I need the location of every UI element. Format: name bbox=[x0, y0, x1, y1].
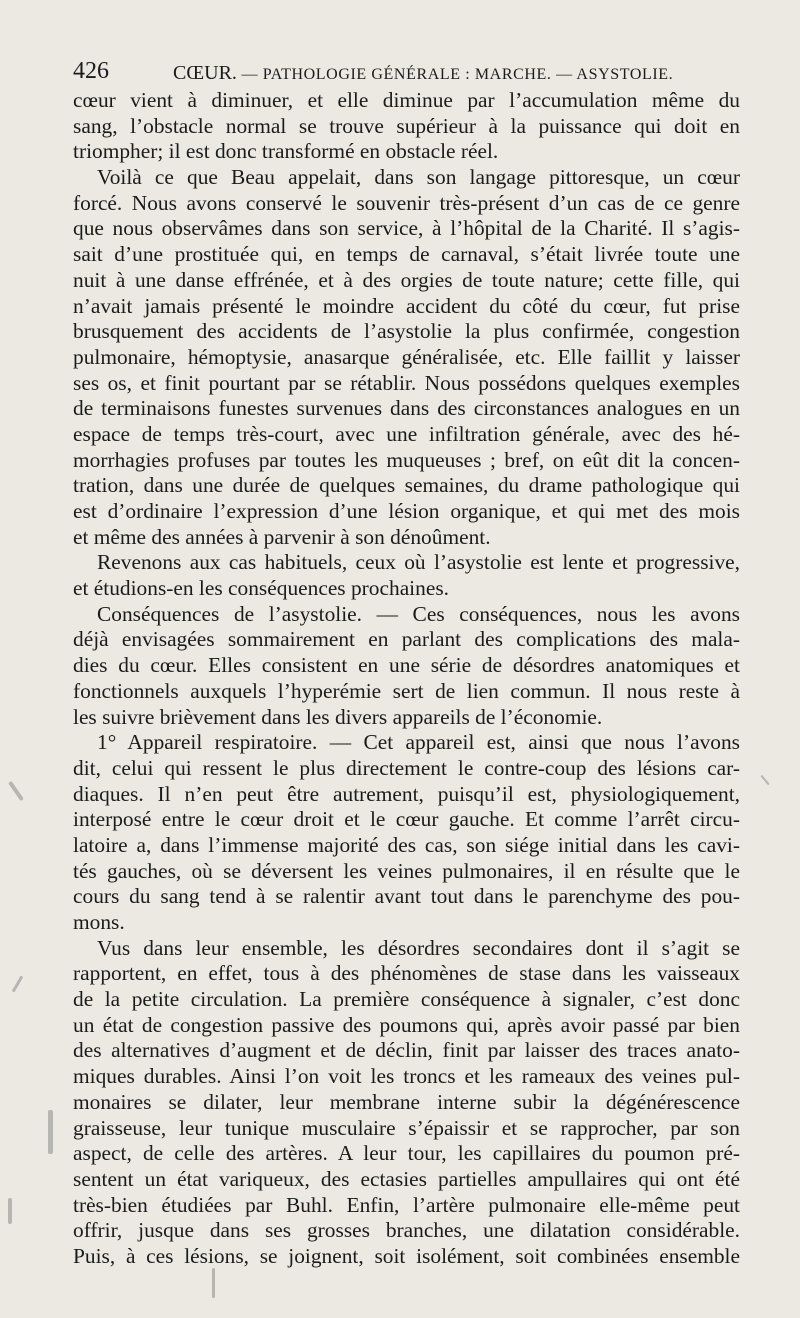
text-line: Revenons aux cas habituels, ceux où l’asystolie est lente et progressive, bbox=[97, 550, 740, 575]
margin-stain bbox=[8, 781, 24, 801]
text-line: déjà envisagées sommairement en parlant des complications des mala- bbox=[73, 627, 740, 652]
text-line: espace de temps très-court, avec une infiltration générale, avec des hé- bbox=[73, 421, 740, 446]
margin-stain bbox=[8, 1198, 12, 1224]
text-line: ses os, et finit pourtant par se rétablir. Nous possédons quelques exemples bbox=[73, 370, 740, 395]
page-header bbox=[73, 58, 740, 88]
text-line: un état de congestion passive des poumons qui, après avoir passé par bien bbox=[73, 1012, 740, 1037]
text-line: morrhagies profuses par toutes les muqueuses ; bref, on eût dit la concen- bbox=[73, 447, 740, 472]
text-line: monaires se dilater, leur membrane interne subir la dégénérescence bbox=[73, 1089, 740, 1114]
text-line: dit, celui qui ressent le plus directement le contre-coup des lésions car- bbox=[73, 755, 740, 780]
page-number: 426 bbox=[73, 58, 109, 84]
text-line: n’avait jamais présenté le moindre accident du côté du cœur, fut prise bbox=[73, 293, 740, 318]
text-line: de la petite circulation. La première conséquence à signaler, c’est donc bbox=[73, 987, 740, 1012]
text-line: fonctionnels auxquels l’hyperémie sert de lien commun. Il nous reste à bbox=[73, 678, 740, 703]
text-line: forcé. Nous avons conservé le souvenir très-présent d’un cas de ce genre bbox=[73, 190, 740, 215]
text-line: aspect, de celle des artères. A leur tour, les capillaires du poumon pré- bbox=[73, 1141, 740, 1166]
running-head-main: CŒUR. bbox=[173, 62, 237, 84]
running-head bbox=[173, 62, 673, 85]
text-line: miques durables. Ainsi l’on voit les troncs et les rameaux des veines pul- bbox=[73, 1064, 740, 1089]
text-line: très-bien étudiées par Buhl. Enfin, l’artère pulmonaire elle-même peut bbox=[73, 1192, 740, 1217]
text-line: sang, l’obstacle normal se trouve supérieur à la puissance qui doit en bbox=[73, 113, 740, 138]
text-line: sait d’une prostituée qui, en temps de carnaval, s’était livrée toute une bbox=[73, 242, 740, 267]
text-line: cœur vient à diminuer, et elle diminue par l’accumulation même du bbox=[73, 88, 740, 112]
margin-stain bbox=[760, 775, 769, 785]
margin-stain bbox=[12, 975, 24, 992]
text-line: sentent un état variqueux, des ectasies partielles ampullaires qui ont été bbox=[73, 1166, 740, 1191]
text-line: 1° Appareil respiratoire. — Cet appareil est, ainsi que nous l’avons bbox=[97, 730, 740, 755]
text-line: cours du sang tend à se ralentir avant tout dans le parenchyme des pou- bbox=[73, 884, 740, 909]
text-line: triompher; il est donc transformé en obstacle réel. bbox=[73, 139, 499, 164]
text-line: graisseuse, leur tunique musculaire s’épaissir et se rapprocher, par son bbox=[73, 1115, 740, 1140]
text-line: des alternatives d’augment et de déclin, finit par laisser des traces anato- bbox=[73, 1038, 740, 1063]
running-head-rest: — PATHOLOGIE GÉNÉRALE : MARCHE. — ASYSTOLIE. bbox=[236, 66, 674, 83]
text-line: les suivre brièvement dans les divers appareils de l’économie. bbox=[73, 704, 603, 729]
text-line: brusquement des accidents de l’asystolie la plus confirmée, congestion bbox=[73, 319, 740, 344]
margin-stain bbox=[48, 1110, 53, 1154]
text-line: Vus dans leur ensemble, les désordres secondaires dont il s’agit se bbox=[97, 935, 740, 960]
text-line: Voilà ce que Beau appelait, dans son langage pittoresque, un cœur bbox=[97, 165, 740, 190]
text-line: latoire a, dans l’immense majorité des cas, son siége initial dans les cavi- bbox=[73, 832, 740, 857]
text-line: interposé entre le cœur droit et le cœur gauche. Et comme l’arrêt circu- bbox=[73, 807, 740, 832]
text-line: mons. bbox=[73, 910, 125, 934]
margin-stain bbox=[212, 1268, 215, 1298]
text-line: Conséquences de l’asystolie. — Ces conséquences, nous les avons bbox=[97, 601, 740, 626]
text-line: tration, dans une durée de quelques semaines, du drame pathologique qui bbox=[73, 473, 740, 498]
text-line: et étudions-en les conséquences prochaines. bbox=[73, 576, 449, 601]
text-line: Puis, à ces lésions, se joignent, soit isolément, soit combinées ensemble bbox=[73, 1243, 740, 1268]
text-line: est d’ordinaire l’expression d’une lésion organique, et qui met des mois bbox=[73, 499, 740, 523]
text-line: dies du cœur. Elles consistent en une série de désordres anatomiques et bbox=[73, 653, 740, 678]
text-line: tés gauches, où se déversent les veines pulmonaires, il en résulte que le bbox=[73, 858, 740, 883]
body-text bbox=[73, 88, 740, 1270]
text-line: que nous observâmes dans son service, à l’hôpital de la Charité. Il s’agis- bbox=[73, 216, 740, 241]
text-line: offrir, jusque dans ses grosses branches, une dilatation considérable. bbox=[73, 1218, 740, 1243]
text-line: nuit à une danse effrénée, et à des orgies de toute nature; cette fille, qui bbox=[73, 267, 740, 292]
text-line: diaques. Il n’en peut être autrement, puisqu’il est, physiologiquement, bbox=[73, 781, 740, 806]
text-line: pulmonaire, hémoptysie, anasarque généralisée, etc. Elle faillit y laisser bbox=[73, 344, 740, 369]
text-line: de terminaisons funestes survenues dans des circonstances analogues en un bbox=[73, 396, 740, 421]
text-line: et même des années à parvenir à son dénoûment. bbox=[73, 524, 491, 549]
text-line: rapportent, en effet, tous à des phénomènes de stase dans les vaisseaux bbox=[73, 961, 740, 986]
